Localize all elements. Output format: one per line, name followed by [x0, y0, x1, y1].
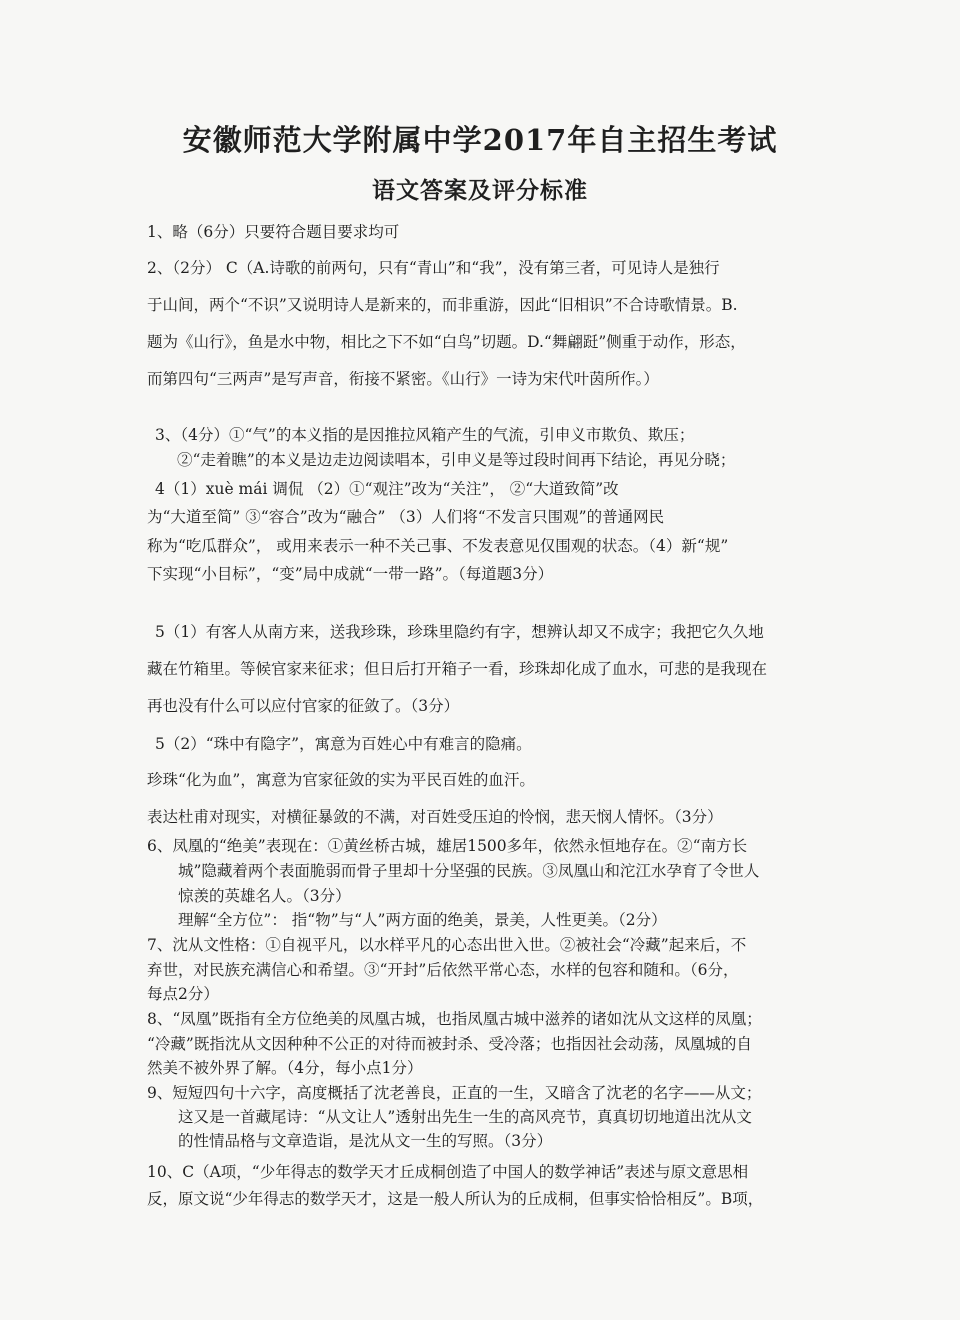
text-line: 7、沈从文性格：①自视平凡，以水样平凡的心态出世入世。②被社会“冷藏”起来后，不 [147, 936, 747, 954]
text-line: 10、C（A项，“少年得志的数学天才丘成桐创造了中国人的数学神话”表述与原文意思相 [147, 1163, 749, 1181]
text-line: 每点2分） [147, 985, 219, 1003]
text-line: 于山间，两个“不识”又说明诗人是新来的，而非重游，因此“旧相识”不合诗歌情景。B. [147, 296, 738, 314]
text-line: 题为《山行》，鱼是水中物，相比之下不如“白鸟”切题。D.“舞翩跹”侧重于动作，形态， [147, 333, 746, 351]
text-line: 反，原文说“少年得志的数学天才，这是一般人所认为的丘成桐，但事实恰恰相反”。B项， [147, 1190, 764, 1208]
text-line: 珍珠“化为血”，寓意为官家征敛的实为平民百姓的血汗。 [147, 771, 535, 789]
text-line: 下实现“小目标”，“变”局中成就“一带一路”。（每道题3分） [147, 565, 554, 583]
text-line: 藏在竹箱里。等候官家来征求；但日后打开箱子一看，珍珠却化成了血水，可悲的是我现在 [147, 660, 768, 678]
text-line: 1、略（6分）只要符合题目要求均可 [147, 223, 400, 241]
text-line: 表达杜甫对现实，对横征暴敛的不满，对百姓受压迫的怜悯，悲天悯人情怀。（3分） [147, 808, 723, 826]
text-line: 称为“吃瓜群众”， 或用来表示一种不关己事、不发表意见仅围观的状态。（4）新“规” [147, 537, 729, 555]
text-line: 9、短短四句十六字，高度概括了沈老善良，正直的一生，又暗含了沈老的名字——从文； [147, 1084, 762, 1102]
page-subtitle: 语文答案及评分标准 [372, 177, 588, 204]
text-line: 这又是一首藏尾诗：“从文让人”透射出先生一生的高风亮节，真真切切地道出沈从文 [178, 1108, 752, 1126]
page-title: 安徽师范大学附属中学2017年自主招生考试 [182, 123, 778, 157]
text-line: 理解“全方位”： 指“物”与“人”两方面的绝美，景美，人性更美。（2分） [178, 911, 667, 929]
text-line: 5（2）“珠中有隐字”，寓意为百姓心中有难言的隐痛。 [155, 735, 532, 753]
text-line: 惊羡的英雄名人。（3分） [178, 887, 351, 905]
text-line: 弃世，对民族充满信心和希望。③“开封”后依然平常心态，水样的包容和随和。（6分， [147, 961, 739, 979]
text-line: 的性情品格与文章造诣，是沈从文一生的写照。（3分） [178, 1132, 553, 1150]
text-line: 5（1）有客人从南方来，送我珍珠，珍珠里隐约有字，想辨认却又不成字；我把它久久地 [155, 623, 764, 641]
text-line: 再也没有什么可以应付官家的征敛了。（3分） [147, 697, 460, 715]
text-line: 3、（4分）①“气”的本义指的是因推拉风箱产生的气流，引申义市欺负、欺压； [155, 426, 695, 444]
text-line: 8、“凤凰”既指有全方位绝美的凤凰古城，也指凤凰古城中滋养的诸如沈从文这样的凤凰； [147, 1010, 762, 1028]
text-line: 城”隐藏着两个表面脆弱而骨子里却十分坚强的民族。③凤凰山和沱江水孕育了令世人 [178, 862, 760, 880]
text-line: 6、凤凰的“绝美”表现在：①黄丝桥古城，雄居1500多年，依然永恒地存在。②“南方长 [147, 837, 748, 855]
text-line: 为“大道至简” ③“容合”改为“融合” （3）人们将“不发言只围观”的普通网民 [147, 508, 665, 526]
text-line: “冷藏”既指沈从文因种种不公正的对待而被封杀、受冷落；也指因社会动荡，凤凰城的自 [147, 1035, 752, 1053]
text-line: ②“走着瞧”的本义是边走边阅读唱本，引申义是等过段时间再下结论，再见分晓； [177, 451, 736, 469]
text-line: 而第四句“三两声”是写声音，衔接不紧密。《山行》一诗为宋代叶茵所作。） [147, 370, 659, 388]
text-line: 然美不被外界了解。（4分，每小点1分） [147, 1059, 423, 1077]
text-line: 4（1）xuè mái 调侃 （2）①“观注”改为“关注”， ②“大道致简”改 [155, 480, 619, 498]
text-line: 2、（2分） C（A.诗歌的前两句，只有“青山”和“我”，没有第三者，可见诗人是独行 [147, 259, 720, 277]
